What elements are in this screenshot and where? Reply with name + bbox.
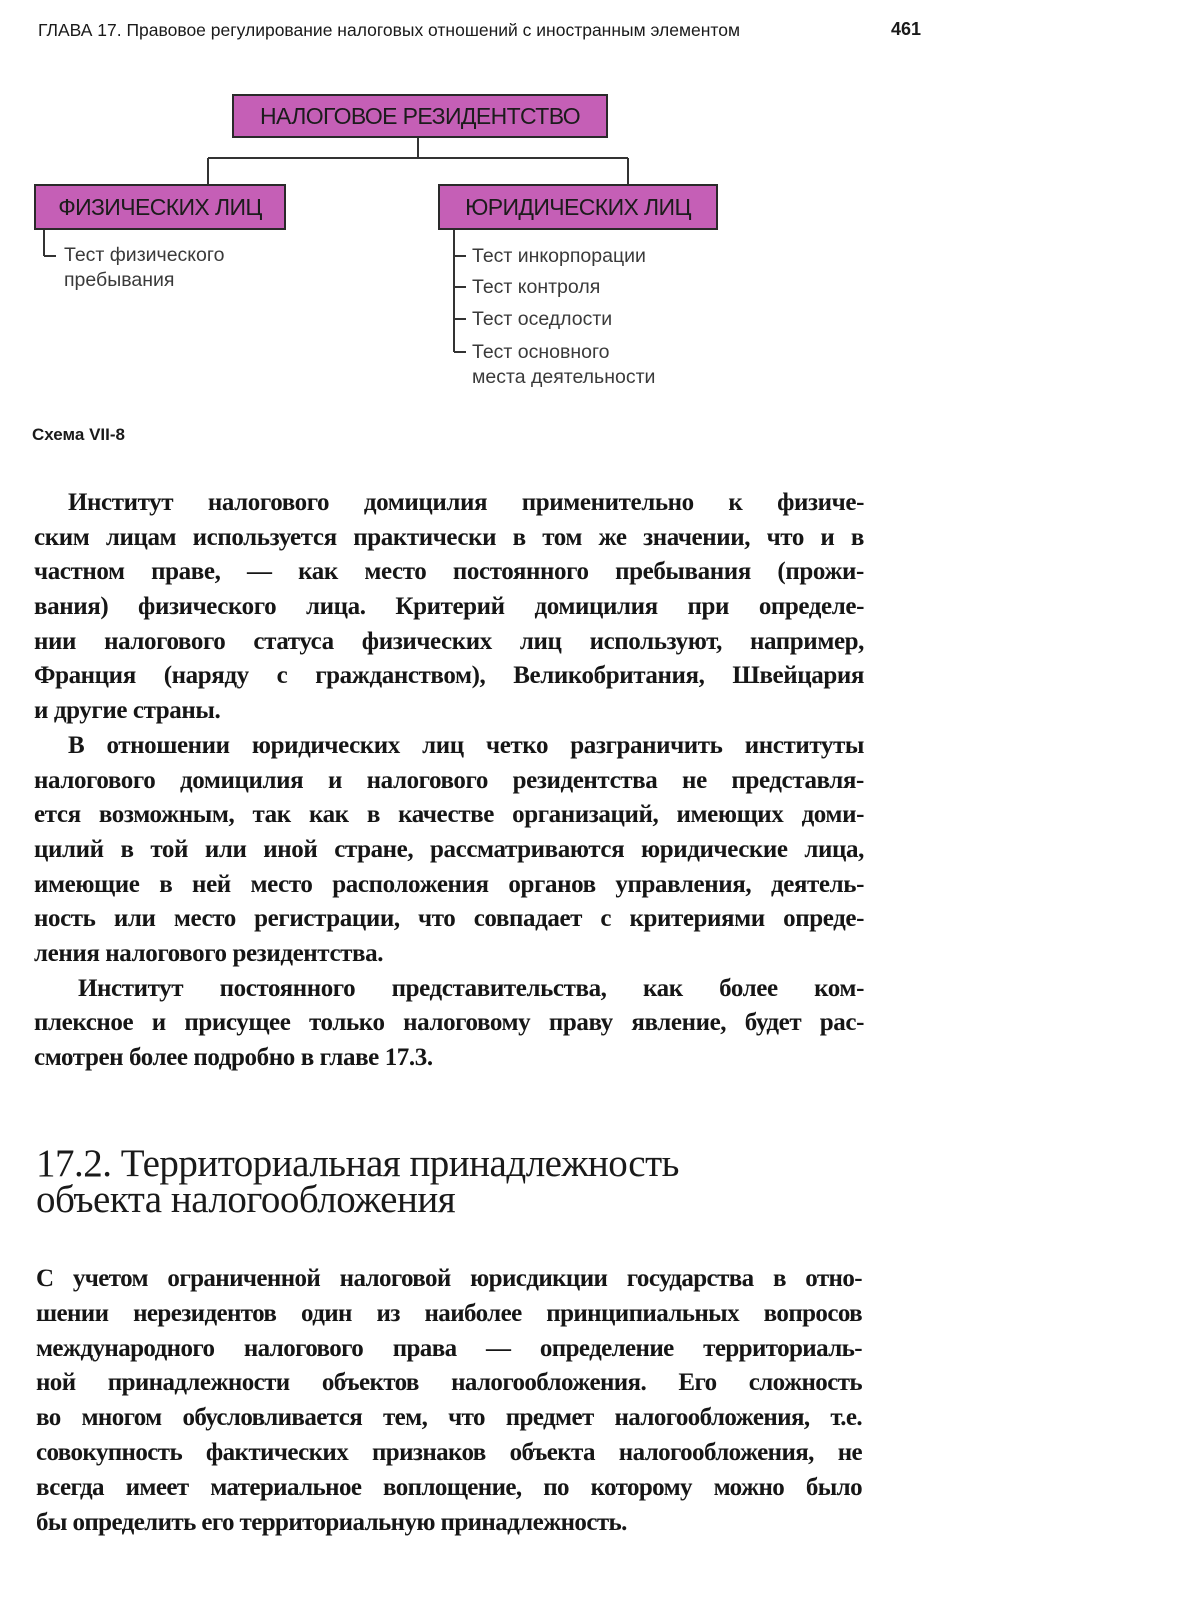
text-line: международного налогового права — определение территориаль- xyxy=(36,1334,862,1362)
test-main-place-of-business: Тест основного места деятельности xyxy=(472,341,656,388)
legal-entities-box: ЮРИДИЧЕСКИХ ЛИЦ xyxy=(438,184,718,230)
text-line: вания) физического лица. Критерий домицилия при определе- xyxy=(34,593,864,621)
text-line: ной принадлежности объектов налогообложения. Его сложность xyxy=(36,1369,862,1397)
text-line: цилий в той или иной стране, рассматриваются юридические лица, xyxy=(34,835,864,863)
text-line: В отношении юридических лиц четко разграничить институты xyxy=(68,731,864,759)
residency-scheme xyxy=(0,80,760,400)
running-head xyxy=(38,20,938,44)
text-line: ность или место регистрации, что совпадает с критериями опреде- xyxy=(34,905,864,933)
text-line: плексное и присущее только налоговому праву явление, будет рас- xyxy=(34,1009,864,1037)
text-line: Институт налогового домицилия применительно к физиче- xyxy=(68,489,864,516)
text-line: Франция (наряду с гражданством), Великобритания, Швейцария xyxy=(34,662,864,690)
test-incorporation: Тест инкорпорации xyxy=(472,245,646,267)
test-control: Тест контроля xyxy=(472,276,601,298)
text-line: ления налогового резидентства. xyxy=(34,939,384,967)
text-line: ется возможным, так как в качестве организаций, имеющих доми- xyxy=(34,801,864,829)
text-line: частном праве, — как место постоянного пребывания (прожи- xyxy=(34,558,864,586)
text-line: и другие страны. xyxy=(34,697,221,725)
body-text xyxy=(34,486,864,1076)
text-line: Институт постоянного представительства, как более ком- xyxy=(78,974,864,1002)
text-line: совокупность фактических признаков объекта налогообложения, не xyxy=(36,1438,862,1466)
test-physical-presence: Тест физического пребывания xyxy=(64,244,225,291)
section-text xyxy=(36,1262,862,1540)
text-line: ским лицам используется практически в том же значении, что и в xyxy=(34,523,864,551)
root-box: НАЛОГОВОЕ РЕЗИДЕНТСТВО xyxy=(232,94,608,138)
section-heading: 17.2. Территориальная принадлежность объекта налогообложения xyxy=(36,1142,679,1221)
chapter-title: ГЛАВА 17. Правовое регулирование налоговых отношений с иностранным элементом xyxy=(38,20,740,40)
text-line: бы определить его территориальную принадлежность. xyxy=(36,1508,627,1536)
page-number: 461 xyxy=(891,19,922,39)
text-line: шении нерезидентов один из наиболее принципиальных вопросов xyxy=(36,1299,862,1327)
individuals-box: ФИЗИЧЕСКИХ ЛИЦ xyxy=(34,184,286,230)
test-settledness: Тест оседлости xyxy=(472,308,613,330)
text-line: С учетом ограниченной налоговой юрисдикции государства в отно- xyxy=(36,1265,862,1292)
text-line: во многом обусловливается тем, что предмет налогообложения, т.е. xyxy=(36,1404,862,1432)
text-line: имеющие в ней место расположения органов управления, деятель- xyxy=(34,870,864,898)
text-line: смотрен более подробно в главе 17.3. xyxy=(34,1044,433,1071)
text-line: нии налогового статуса физических лиц используют, например, xyxy=(34,627,864,655)
text-line: налогового домицилия и налогового резидентства не представля- xyxy=(34,766,864,794)
scheme-caption: Схема VII-8 xyxy=(32,425,125,444)
text-line: всегда имеет материальное воплощение, по которому можно было xyxy=(36,1473,862,1501)
